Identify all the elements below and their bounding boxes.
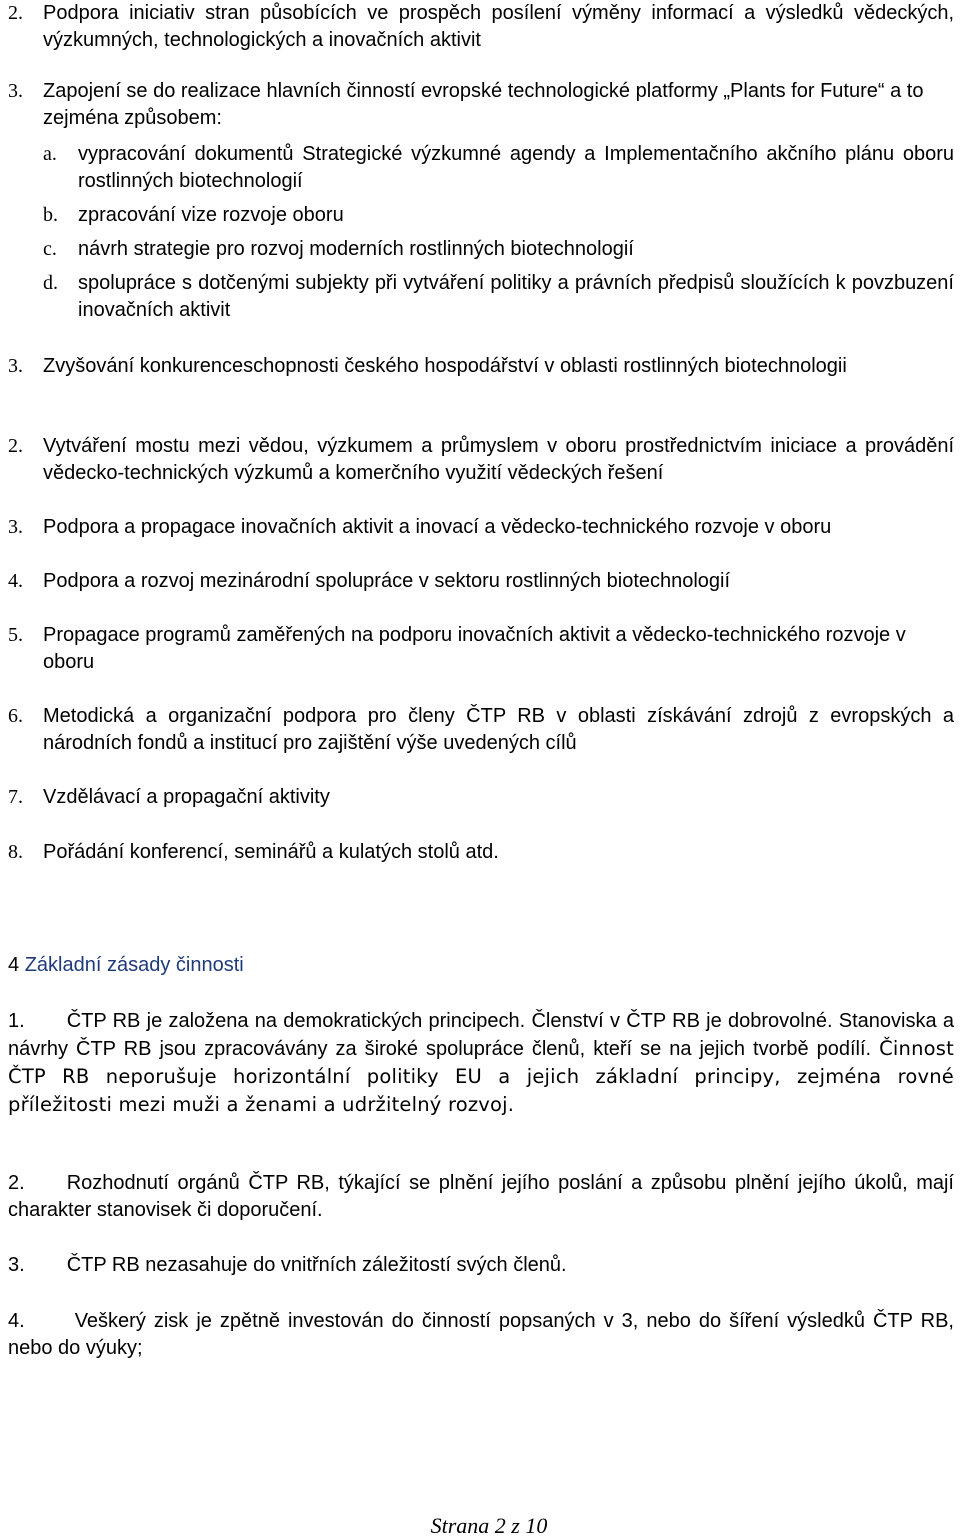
list-text: Vzdělávací a propagační aktivity	[43, 786, 330, 808]
section-heading	[8, 952, 244, 979]
sub-list-text: návrh strategie pro rozvoj moderních rostlinných biotechnologií	[78, 238, 634, 260]
list-text: Zapojení se do realizace hlavních činností evropské technologické platformy „Plants for Future“ a to zejména způsobem:	[43, 80, 924, 129]
list-number: 3.	[8, 516, 23, 538]
principle-text: ČTP RB je založena na demokratických principech. Členství v ČTP RB je dobrovolné. Stanoviska a návrhy ČTP RB jsou zpracovávány za široké spolupráce členů, kteří se na jejich tvorbě podílí.	[8, 1010, 954, 1060]
list-number: 5.	[8, 624, 23, 646]
sub-list-label: b.	[43, 204, 58, 226]
principle-text: Rozhodnutí orgánů ČTP RB, týkající se plnění jejího poslání a způsobu plnění jejího úkolů, mají charakter stanovisek či doporučení.	[8, 1172, 954, 1221]
list-text: Metodická a organizační podpora pro členy ČTP RB v oblasti získávání zdrojů z evropských a národních fondů a institucí pro zajištění výše uvedených cílů	[43, 705, 954, 754]
list-item	[8, 839, 954, 866]
sub-list-item	[43, 270, 954, 324]
sub-list-item	[43, 236, 954, 263]
sub-list-item	[43, 202, 954, 229]
list-item	[8, 433, 954, 487]
list-number: 2.	[8, 435, 23, 457]
list-text: Propagace programů zaměřených na podporu inovačních aktivit a vědecko-technického rozvoje v oboru	[43, 624, 906, 673]
principle-number: 3.	[8, 1254, 25, 1276]
principle-paragraph	[8, 1170, 954, 1224]
list-number: 6.	[8, 705, 23, 727]
list-text: Podpora a rozvoj mezinárodní spolupráce v sektoru rostlinných biotechnologií	[43, 570, 731, 592]
list-text: Pořádání konferencí, seminářů a kulatých stolů atd.	[43, 841, 499, 863]
sub-list-text: spolupráce s dotčenými subjekty při vytváření politiky a právních předpisů sloužících k povzbuzení inovačních aktivit	[78, 272, 954, 321]
list-number: 4.	[8, 570, 23, 592]
section-number: 4	[8, 954, 20, 976]
list-item	[8, 784, 954, 811]
list-number: 3.	[8, 80, 23, 102]
list-item	[8, 622, 954, 676]
sub-list-label: d.	[43, 272, 58, 294]
list-number: 8.	[8, 841, 23, 863]
sub-list-item	[43, 141, 954, 195]
page-footer	[0, 1512, 960, 1539]
list-item	[8, 568, 954, 595]
section-title: Základní zásady činnosti	[24, 954, 244, 976]
list-item	[8, 514, 954, 541]
principle-paragraph	[8, 1008, 954, 1119]
list-item	[8, 353, 954, 380]
principle-text: Činnost ČTP RB neporušuje horizontální politiky EU a jejich základní principy, zejména rovné příležitosti mezi muži a ženami a udržitelný rozvoj.	[8, 1037, 954, 1116]
principle-paragraph	[8, 1252, 954, 1279]
list-item	[8, 703, 954, 757]
sub-list-label: c.	[43, 238, 57, 260]
principle-text: Veškerý zisk je zpětně investován do činností popsaných v 3, nebo do šíření výsledků ČTP RB, nebo do výuky;	[8, 1310, 954, 1359]
list-text: Vytváření mostu mezi vědou, výzkumem a průmyslem v oboru prostřednictvím iniciace a provádění vědecko-technických výzkumů a komerčního využití vědeckých řešení	[43, 435, 954, 484]
list-text: Podpora iniciativ stran působících ve prospěch posílení výměny informací a výsledků vědeckých, výzkumných, technologických a inovačních aktivit	[43, 2, 954, 51]
principle-paragraph	[8, 1308, 954, 1362]
list-item	[8, 0, 954, 54]
principle-number: 1.	[8, 1010, 25, 1032]
principle-text: ČTP RB nezasahuje do vnitřních záležitostí svých členů.	[66, 1254, 567, 1276]
list-item	[8, 78, 954, 132]
sub-list-text: zpracování vize rozvoje oboru	[78, 204, 344, 226]
sub-list-label: a.	[43, 143, 57, 165]
list-number: 3.	[8, 355, 23, 377]
page-number-label: Strana 2 z 10	[430, 1513, 548, 1538]
sub-list-text: vypracování dokumentů Strategické výzkumné agendy a Implementačního akčního plánu oboru rostlinných biotechnologií	[78, 143, 954, 192]
principle-number: 4.	[8, 1310, 25, 1332]
principle-number: 2.	[8, 1172, 25, 1194]
list-text: Zvyšování konkurenceschopnosti českého hospodářství v oblasti rostlinných biotechnologii	[43, 355, 847, 377]
list-number: 2.	[8, 2, 23, 24]
list-text: Podpora a propagace inovačních aktivit a inovací a vědecko-technického rozvoje v oboru	[43, 516, 832, 538]
list-number: 7.	[8, 786, 23, 808]
